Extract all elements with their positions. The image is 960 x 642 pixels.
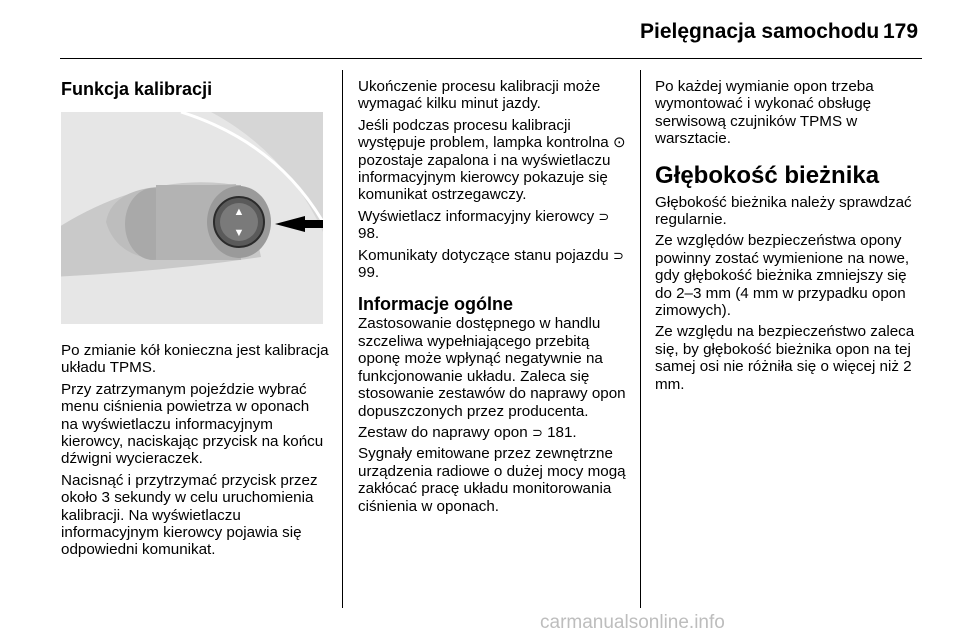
page-number: 179 [883, 20, 919, 43]
svg-text:▼: ▼ [233, 227, 245, 239]
paragraph: Po zmianie kół konieczna jest kalibracja układu TPMS. [61, 342, 329, 377]
paragraph: Komunikaty dotyczące stanu pojazdu ⊃ 99. [358, 246, 624, 282]
header-divider [60, 58, 922, 59]
paragraph: Zastosowanie dostępnego w handlu szczeliwa wypełniającego przebitą oponę może wpłynąć negatywnie na funkcjonowanie układu. Zaleca się stosowanie zestawów do naprawy opon dopuszczonych przez producenta. [358, 315, 626, 420]
paragraph: Nacisnąć i przytrzymać przycisk przez około 3 sekundy w celu uruchomienia kalibracji. Na wyświetlaczu informacyjnym kierowcy pojawia się odpowiedni komunikat. [61, 471, 318, 559]
page-reference-icon: ⊃ [531, 424, 543, 440]
paragraph: Ukończenie procesu kalibracji może wymagać kilku minut jazdy. [358, 78, 601, 113]
section-heading: Funkcja kalibracji [61, 79, 213, 99]
paragraph: Sygnały emitowane przez zewnętrzne urządzenia radiowe o dużej mocy mogą zakłócać pracę układu monitorowania ciśnienia w oponach. [358, 445, 626, 515]
paragraph: Przy zatrzymanym pojeździe wybrać menu ciśnienia powietrza w oponach na wyświetlaczu informacyjnym kierowcy, naciskając przycisk na końcu dźwigni wycieraczek. [61, 380, 324, 468]
paragraph: Głębokość bieżnika należy sprawdzać regularnie. [655, 193, 912, 229]
header-title: Pielęgnacja samochodu [640, 20, 880, 43]
wiper-lever-svg [61, 112, 323, 324]
tpms-warning-icon: ⊙ [612, 134, 626, 152]
page-reference-icon: ⊃ [612, 247, 624, 263]
wiper-lever-illustration [61, 112, 323, 324]
column-divider [342, 70, 343, 608]
paragraph: Ze względów bezpieczeństwa opony powinny zostać wymienione na nowe, gdy głębokość bieżnika zmniejszy się do 2–3 mm (4 mm w przypadku opon zimowych). [655, 232, 910, 320]
page-reference[interactable]: 181. [547, 423, 577, 441]
page-reference[interactable]: 98. [358, 225, 380, 243]
column-2 [358, 78, 628, 519]
paragraph: Ze względu na bezpieczeństwo zaleca się, by głębokość bieżnika opon na tej samej osi nie różniła się o więcej niż 2 mm. [655, 323, 915, 393]
column-divider [640, 70, 641, 608]
watermark: carmanualsonline.info [540, 612, 725, 633]
column-3 [655, 78, 923, 397]
section-subheading: Informacje ogólne [358, 294, 514, 315]
paragraph: Wyświetlacz informacyjny kierowcy ⊃ 98. [358, 207, 610, 243]
paragraph: Jeśli podczas procesu kalibracji występuje problem, lampka kontrolna ⊙ pozostaje zapalona i na wyświetlaczu informacyjnym kierowcy pokazuje się komunikat ostrzegawczy. [358, 116, 626, 204]
page-reference[interactable]: 99. [358, 264, 380, 282]
paragraph: Po każdej wymianie opon trzeba wymontować i wykonać obsługę serwisową czujników TPMS w warsztacie. [655, 78, 874, 148]
page-reference-icon: ⊃ [598, 208, 610, 224]
section-heading: Głębokość bieżnika [655, 161, 880, 189]
svg-text:▲: ▲ [233, 206, 245, 218]
column-1 [61, 78, 329, 563]
paragraph: Zestaw do naprawy opon ⊃ 181. [358, 423, 577, 441]
